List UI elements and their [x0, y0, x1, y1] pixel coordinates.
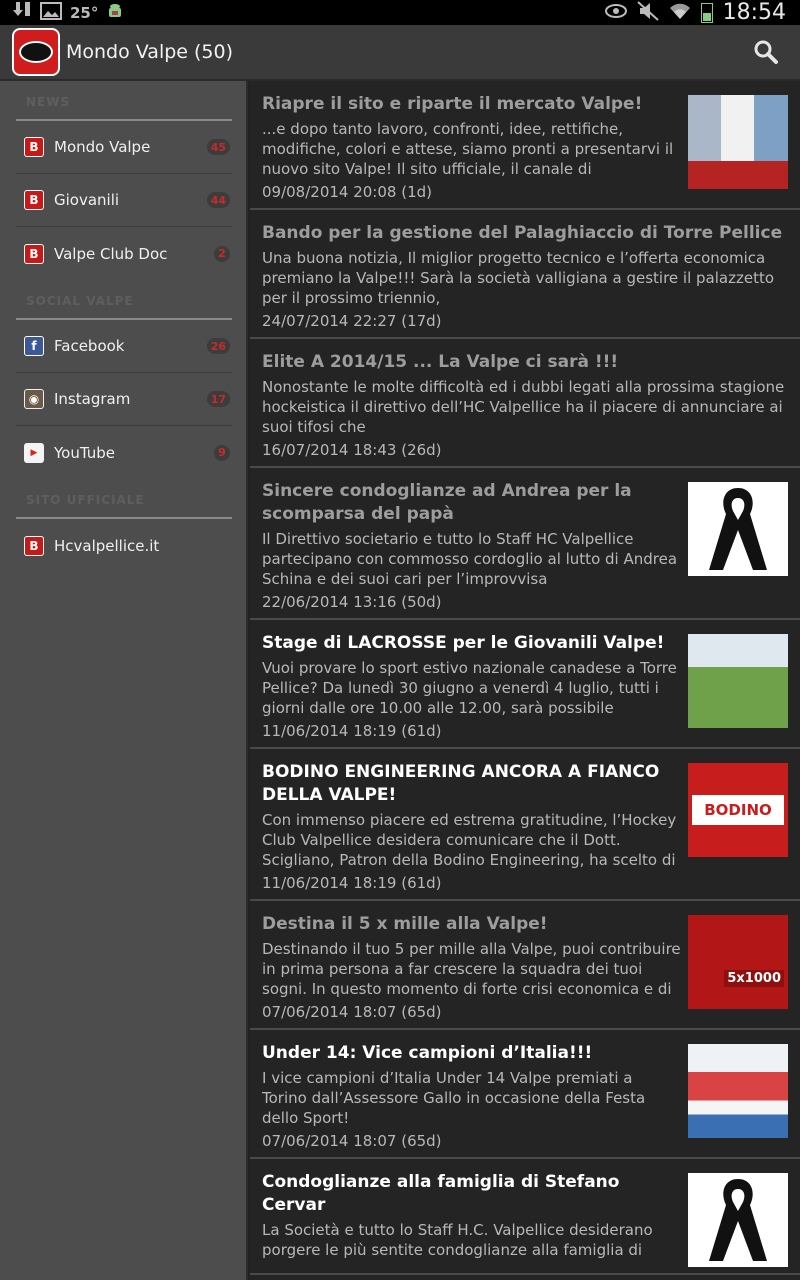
unread-count-badge: 44 — [207, 192, 230, 208]
article-item[interactable] — [250, 81, 800, 210]
article-item[interactable] — [250, 901, 800, 1030]
article-thumbnail — [688, 95, 788, 189]
unread-count-badge: 17 — [207, 391, 230, 407]
article-title: Stage di LACROSSE per le Giovanili Valpe! — [262, 633, 665, 653]
article-thumbnail — [688, 1173, 788, 1267]
bulldogs-icon: B — [24, 137, 44, 157]
article-thumbnail — [688, 915, 788, 1009]
section-header: SOCIAL VALPE — [26, 294, 134, 308]
battery-icon — [701, 3, 713, 23]
article-item[interactable] — [250, 749, 800, 901]
black-ribbon-icon — [703, 484, 773, 574]
article-thumbnail — [688, 482, 788, 576]
section-official-site — [0, 479, 246, 572]
article-item[interactable] — [250, 339, 800, 468]
sidebar-item-label: Instagram — [54, 390, 131, 408]
clock: 18:54 — [722, 0, 786, 25]
section-header: NEWS — [26, 95, 71, 109]
sidebar-item-label: Facebook — [54, 337, 125, 355]
navigation-drawer — [0, 81, 248, 1280]
section-header: SITO UFFICIALE — [26, 493, 145, 507]
article-text — [262, 632, 682, 741]
black-ribbon-icon — [703, 1175, 773, 1265]
article-title: Under 14: Vice campioni d’Italia!!! — [262, 1043, 593, 1063]
bulldogs-icon: B — [24, 244, 44, 264]
bulldogs-icon: B — [24, 190, 44, 210]
article-text — [262, 761, 682, 893]
article-item[interactable] — [250, 468, 800, 620]
download-icon — [12, 0, 32, 26]
search-button[interactable] — [750, 36, 782, 68]
action-bar — [0, 25, 800, 81]
article-title: Elite A 2014/15 ... La Valpe ci sarà !!! — [262, 352, 619, 372]
article-excerpt: Il Direttivo societario e tutto lo Staff HC Valpellice partecipano con commosso cordoglio al lutto di Andrea Schina e dei suoi cari per l’improvvisa — [262, 530, 678, 588]
article-text — [262, 351, 788, 460]
sidebar-item-label: Hcvalpellice.it — [54, 536, 160, 555]
article-title: Riapre il sito e riparte il mercato Valpe! — [262, 94, 643, 114]
article-excerpt: Nonostante le molte difficoltà ed i dubbi legati alla prossima stagione hockeistica il direttivo dell’HC Valpellice ha il piacere di annunciare ai suoi tifosi che — [262, 378, 785, 436]
search-icon — [753, 39, 779, 65]
article-excerpt: La Società e tutto lo Staff H.C. Valpellice desiderano porgere le più sentite condoglianze alla famiglia di — [262, 1221, 653, 1259]
section-social — [0, 280, 246, 479]
unread-count-badge: 45 — [207, 139, 230, 155]
article-title: Destina il 5 x mille alla Valpe! — [262, 914, 548, 934]
unread-count-badge: 26 — [207, 338, 230, 354]
article-text — [262, 222, 788, 331]
article-excerpt: I vice campioni d’Italia Under 14 Valpe premiati a Torino dall’Assessore Gallo in occasione della Festa dello Sport! — [262, 1069, 646, 1127]
android-icon — [106, 2, 124, 24]
bulldogs-icon: B — [24, 536, 44, 556]
article-text — [262, 1042, 682, 1151]
article-date: 11/06/2014 18:19 (61d) — [262, 722, 442, 740]
article-date: 07/06/2014 18:07 (65d) — [262, 1003, 442, 1021]
status-bar — [0, 0, 800, 25]
sidebar-item-giovanili[interactable] — [16, 174, 232, 227]
sidebar-item-facebook[interactable] — [16, 320, 232, 373]
app-logo[interactable] — [12, 28, 60, 76]
article-thumbnail — [688, 634, 788, 728]
article-thumbnail — [688, 1044, 788, 1138]
article-text — [262, 480, 682, 612]
article-item[interactable] — [250, 620, 800, 749]
article-date: 16/07/2014 18:43 (26d) — [262, 441, 442, 459]
sidebar-item-label: Giovanili — [54, 191, 120, 209]
unread-count-badge: 9 — [214, 445, 230, 461]
article-date: 07/06/2014 18:07 (65d) — [262, 1132, 442, 1150]
article-excerpt: ...e dopo tanto lavoro, confronti, idee, rettifiche, modifiche, colori e attese, siamo pronti a presentarvi il nuovo sito Valpe! Il sito ufficiale, il canale di — [262, 120, 674, 178]
mute-icon — [637, 1, 659, 25]
article-excerpt: Con immenso piacere ed estrema gratitudine, l’Hockey Club Valpellice desidera comunicare che il Dott. Scigliano, Patron della Bodino Engineering, ha scelto di — [262, 811, 677, 869]
eye-icon — [605, 3, 627, 22]
unread-count-badge: 2 — [214, 246, 230, 262]
article-date: 09/08/2014 20:08 (1d) — [262, 183, 432, 201]
instagram-icon: ◉ — [24, 389, 44, 409]
article-text — [262, 913, 682, 1022]
article-item[interactable] — [250, 1159, 800, 1275]
sidebar-item-mondo-valpe[interactable] — [16, 121, 232, 174]
article-text — [262, 93, 682, 202]
article-list — [250, 81, 800, 1280]
image-icon — [40, 2, 62, 24]
sidebar-item-youtube[interactable] — [16, 426, 232, 479]
sidebar-item-hcvalpellice[interactable] — [16, 519, 232, 572]
article-date: 24/07/2014 22:27 (17d) — [262, 312, 442, 330]
sidebar-item-label: YouTube — [54, 443, 115, 462]
article-title: Condoglianze alla famiglia di Stefano Cervar — [262, 1172, 620, 1215]
article-thumbnail — [688, 763, 788, 857]
article-title: Bando per la gestione del Palaghiaccio di Torre Pellice — [262, 223, 783, 243]
article-date: 22/06/2014 13:16 (50d) — [262, 593, 442, 611]
flyer-label: 5x1000 — [724, 970, 784, 987]
article-excerpt: Vuoi provare lo sport estivo nazionale canadese a Torre Pellice? Da lunedì 30 giugno a venerdì 4 luglio, tutti i giorni dalle ore 10.00 alle 12.00, sarà possibile — [262, 659, 677, 717]
sidebar-item-label: Mondo Valpe — [54, 138, 151, 156]
temperature: 25° — [70, 3, 99, 22]
article-title: Sincere condoglianze ad Andrea per la scomparsa del papà — [262, 481, 632, 524]
sidebar-item-valpe-club-doc[interactable] — [16, 227, 232, 280]
sidebar-item-instagram[interactable] — [16, 373, 232, 426]
article-date: 11/06/2014 18:19 (61d) — [262, 874, 442, 892]
article-item[interactable] — [250, 1030, 800, 1159]
facebook-icon: f — [24, 336, 44, 356]
article-excerpt: Destinando il tuo 5 per mille alla Valpe, puoi contribuire in prima persona a far crescere la squadra dei tuoi sogni. In questo momento di forte crisi economica e di — [262, 940, 681, 998]
section-news — [0, 81, 246, 280]
wifi-icon — [669, 2, 691, 24]
article-item[interactable] — [250, 210, 800, 339]
article-text — [262, 1171, 682, 1267]
sidebar-item-label: Valpe Club Doc — [54, 244, 168, 263]
bodino-logo: BODINO — [692, 795, 784, 825]
article-excerpt: Una buona notizia, Il miglior progetto tecnico e l’offerta economica premiano la Valpe!!! Sarà la società valligiana a gestire il palazzetto per il prossimo triennio, — [262, 249, 775, 307]
youtube-icon: ▶ — [24, 443, 44, 463]
article-title: BODINO ENGINEERING ANCORA A FIANCO DELLA VALPE! — [262, 762, 660, 805]
page-title: Mondo Valpe (50) — [66, 41, 234, 63]
